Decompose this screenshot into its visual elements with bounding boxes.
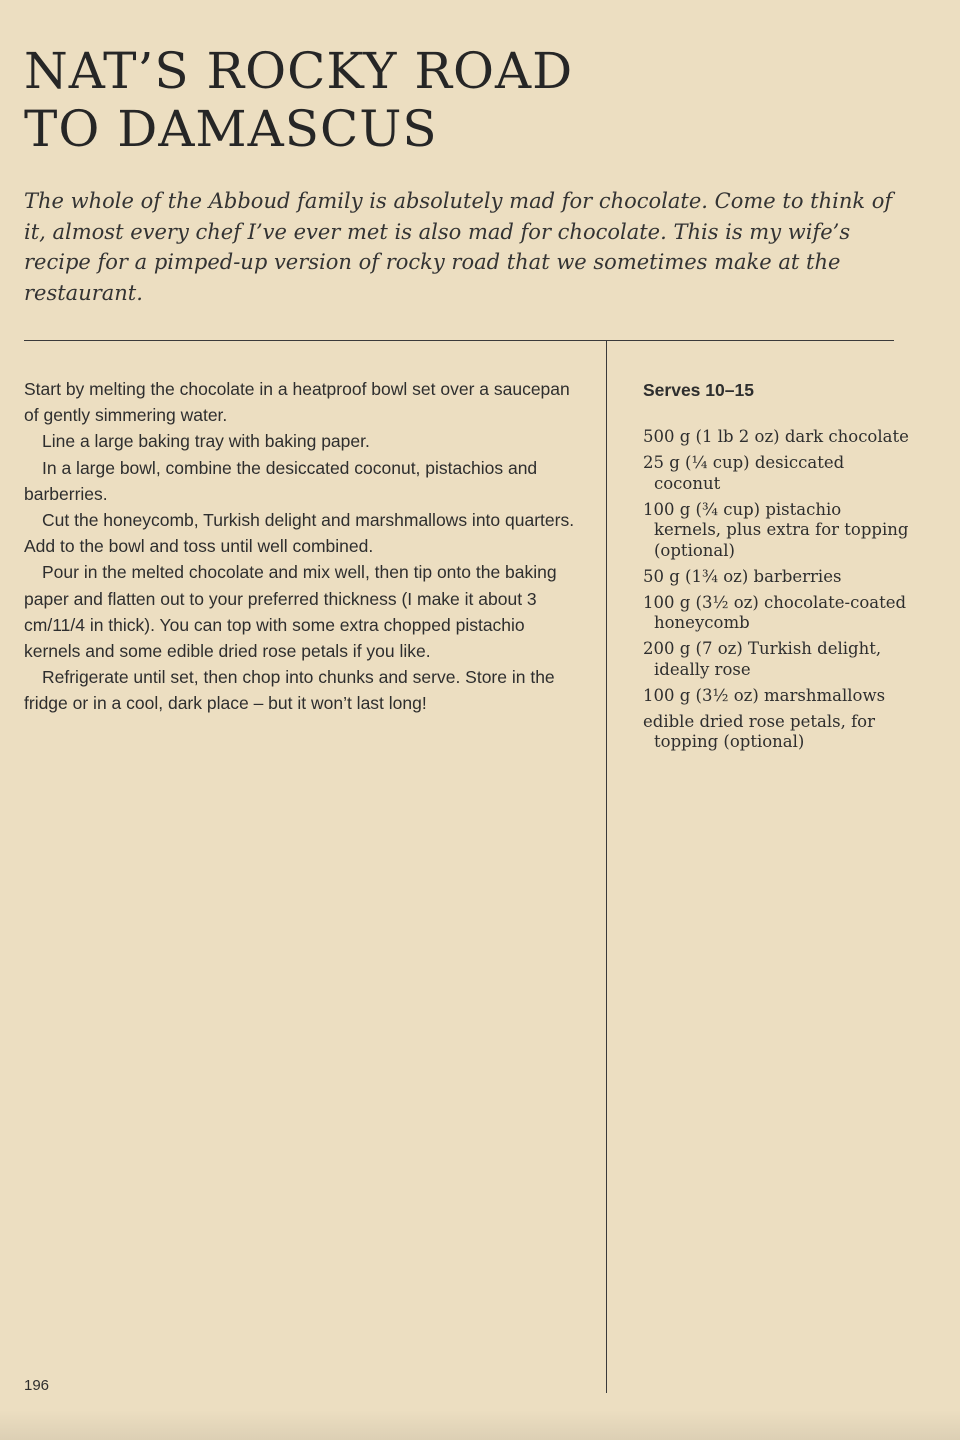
ingredient-item: edible dried rose petals, for topping (optional) xyxy=(643,711,876,751)
ingredient-item: 50 g (1¾ oz) barberries xyxy=(643,566,842,586)
method-step: Start by melting the chocolate in a heatproof bowl set over a saucepan of gently simmering water. xyxy=(24,379,570,426)
recipe-title-line-1: NAT’S ROCKY ROAD xyxy=(24,42,574,100)
ingredient-item: 500 g (1 lb 2 oz) dark chocolate xyxy=(643,427,909,446)
ingredient-list xyxy=(643,427,913,753)
ingredient-item: 100 g (3½ oz) marshmallows xyxy=(643,685,886,705)
recipe-title-line-2: TO DAMASCUS xyxy=(24,100,438,158)
ingredient-item: 200 g (7 oz) Turkish delight, ideally rose xyxy=(643,639,882,679)
method-step: Line a large baking tray with baking paper. xyxy=(42,431,370,452)
recipe-title xyxy=(24,42,724,158)
method-column xyxy=(24,376,580,717)
method-step: Cut the honeycomb, Turkish delight and marshmallows into quarters. Add to the bowl and toss until well combined. xyxy=(24,510,575,557)
ingredient-item: 100 g (3½ oz) chocolate-coated honeycomb xyxy=(643,592,907,632)
recipe-intro: The whole of the Abboud family is absolutely mad for chocolate. Come to think of it, almost every chef I’ve ever met is also mad for chocolate. This is my wife’s recipe for a pimped-up version of rocky road that we sometimes make at the restaurant. xyxy=(24,189,893,305)
ingredient-item: 100 g (¾ cup) pistachio kernels, plus extra for topping (optional) xyxy=(643,499,909,560)
method-step: In a large bowl, combine the desiccated coconut, pistachios and barberries. xyxy=(24,457,538,504)
method-step: Refrigerate until set, then chop into chunks and serve. Store in the fridge or in a cool, dark place – but it won’t last long! xyxy=(24,667,555,714)
method-step: Pour in the melted chocolate and mix well, then tip onto the baking paper and flatten out to your preferred thickness (I make it about 3 cm/11/4 in thick). You can top with some extra chopped pistachio kernels and some edible dried rose petals if you like. xyxy=(24,562,557,662)
ingredient-item: 25 g (¼ cup) desiccated coconut xyxy=(643,453,845,493)
horizontal-divider xyxy=(24,340,894,341)
page-number: 196 xyxy=(24,1377,50,1394)
page-edge-shadow xyxy=(0,1410,960,1440)
column-divider xyxy=(606,340,607,1393)
serves-label: Serves 10–15 xyxy=(643,380,754,400)
ingredients-column xyxy=(643,380,913,758)
